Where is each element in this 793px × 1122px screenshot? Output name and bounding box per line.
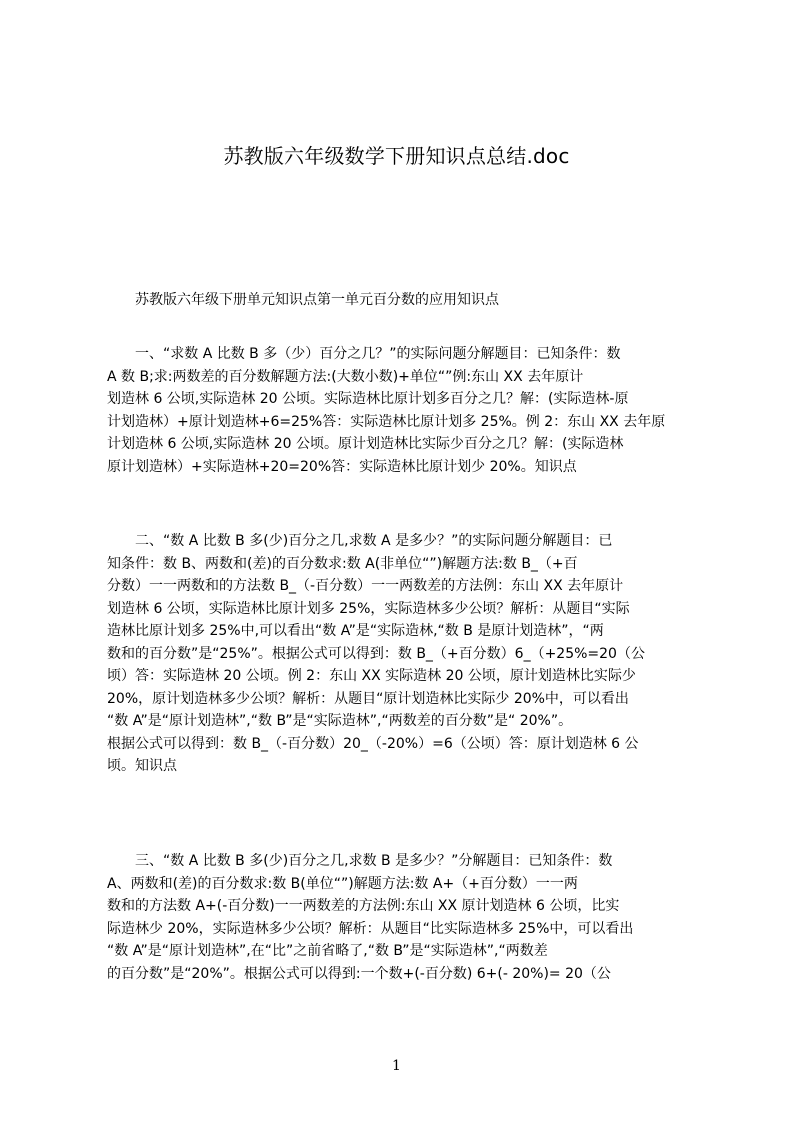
paragraph-line: 20%，原计划造林多少公顷？解析：从题目“原计划造林比实际少 20%中，可以看出: [107, 690, 629, 707]
paragraph-line: 划造林 6 公顷，实际造林比原计划多 25%，实际造林多少公顷？解析：从题目“实际: [107, 600, 630, 617]
section-three-paragraph: [107, 850, 707, 985]
paragraph-line: 分数）一一两数和的方法数 B_（-百分数）一一两数差的方法例：东山 XX 去年原计: [107, 578, 624, 594]
paragraph-line: “数 A”是“原计划造林”,“数 B”是“实际造林”,“两数差的百分数”是“ 20%”。: [107, 713, 573, 729]
paragraph-line: 计划造林）+原计划造林+6=25%答：实际造林比原计划多 25%。例 2：东山 XX 去年原: [107, 413, 666, 430]
section-two-paragraph: [107, 530, 707, 778]
paragraph-line: A 数 B;求:两数差的百分数解题方法:(大数小数)+单位“”例:东山 XX 去年原计: [107, 368, 584, 385]
section-one-paragraph: [107, 343, 707, 478]
paragraph-line: 知条件：数 B、两数和(差)的百分数求:数 A(非单位“”)解题方法:数 B_（+百: [107, 555, 578, 572]
paragraph-line: 顷）答：实际造林 20 公顷。例 2：东山 XX 实际造林 20 公顷，原计划造林比实际少: [107, 668, 636, 684]
paragraph-line: 数和的百分数”是“25%”。根据公式可以得到：数 B_（+百分数）6_（+25%=20（公: [107, 645, 645, 662]
paragraph-line: “数 A”是“原计划造林”,在“比”之前省略了,“数 B”是“实际造林”,“两数差: [107, 943, 548, 959]
paragraph-line: 原计划造林）+实际造林+20=20%答：实际造林比原计划少 20%。知识点: [107, 458, 577, 475]
paragraph-line: 际造林少 20%，实际造林多少公顷？解析：从题目“比实际造林多 25%中，可以看出: [107, 920, 634, 937]
document-title: 苏教版六年级数学下册知识点总结.doc: [223, 144, 570, 168]
page-number: 1: [392, 1058, 401, 1074]
paragraph-line: 计划造林 6 公顷,实际造林 20 公顷。原计划造林比实际少百分之几？解：(实际造林: [107, 436, 624, 452]
document-subtitle: 苏教版六年级下册单元知识点第一单元百分数的应用知识点: [135, 292, 499, 308]
paragraph-line: 二、“数 A 比数 B 多(少)百分之几,求数 A 是多少？”的实际问题分解题目：已: [135, 533, 613, 549]
paragraph-line: A、两数和(差)的百分数求:数 B(单位“”)解题方法:数 A+（+百分数）一一两: [107, 875, 578, 892]
paragraph-line: 三、“数 A 比数 B 多(少)百分之几,求数 B 是多少？”分解题目：已知条件：数: [135, 853, 613, 869]
paragraph-line: 顷。知识点: [107, 758, 177, 774]
paragraph-line: 划造林 6 公顷,实际造林 20 公顷。实际造林比原计划多百分之几？解：(实际造林-原: [107, 391, 629, 407]
paragraph-line: 造林比原计划多 25%中,可以看出“数 A”是“实际造林,“数 B 是原计划造林”，“两: [107, 623, 604, 639]
paragraph-line: 根据公式可以得到：数 B_（-百分数）20_（-20%）=6（公顷）答：原计划造林 6 公: [107, 735, 639, 752]
paragraph-line: 的百分数”是“20%”。根据公式可以得到:一个数+(-百分数) 6+(- 20%)= 20（公: [107, 965, 611, 982]
paragraph-line: 一、“求数 A 比数 B 多（少）百分之几？”的实际问题分解题目：已知条件：数: [135, 346, 621, 362]
paragraph-line: 数和的方法数 A+(-百分数)一一两数差的方法例:东山 XX 原计划造林 6 公顷，比实: [107, 898, 620, 914]
